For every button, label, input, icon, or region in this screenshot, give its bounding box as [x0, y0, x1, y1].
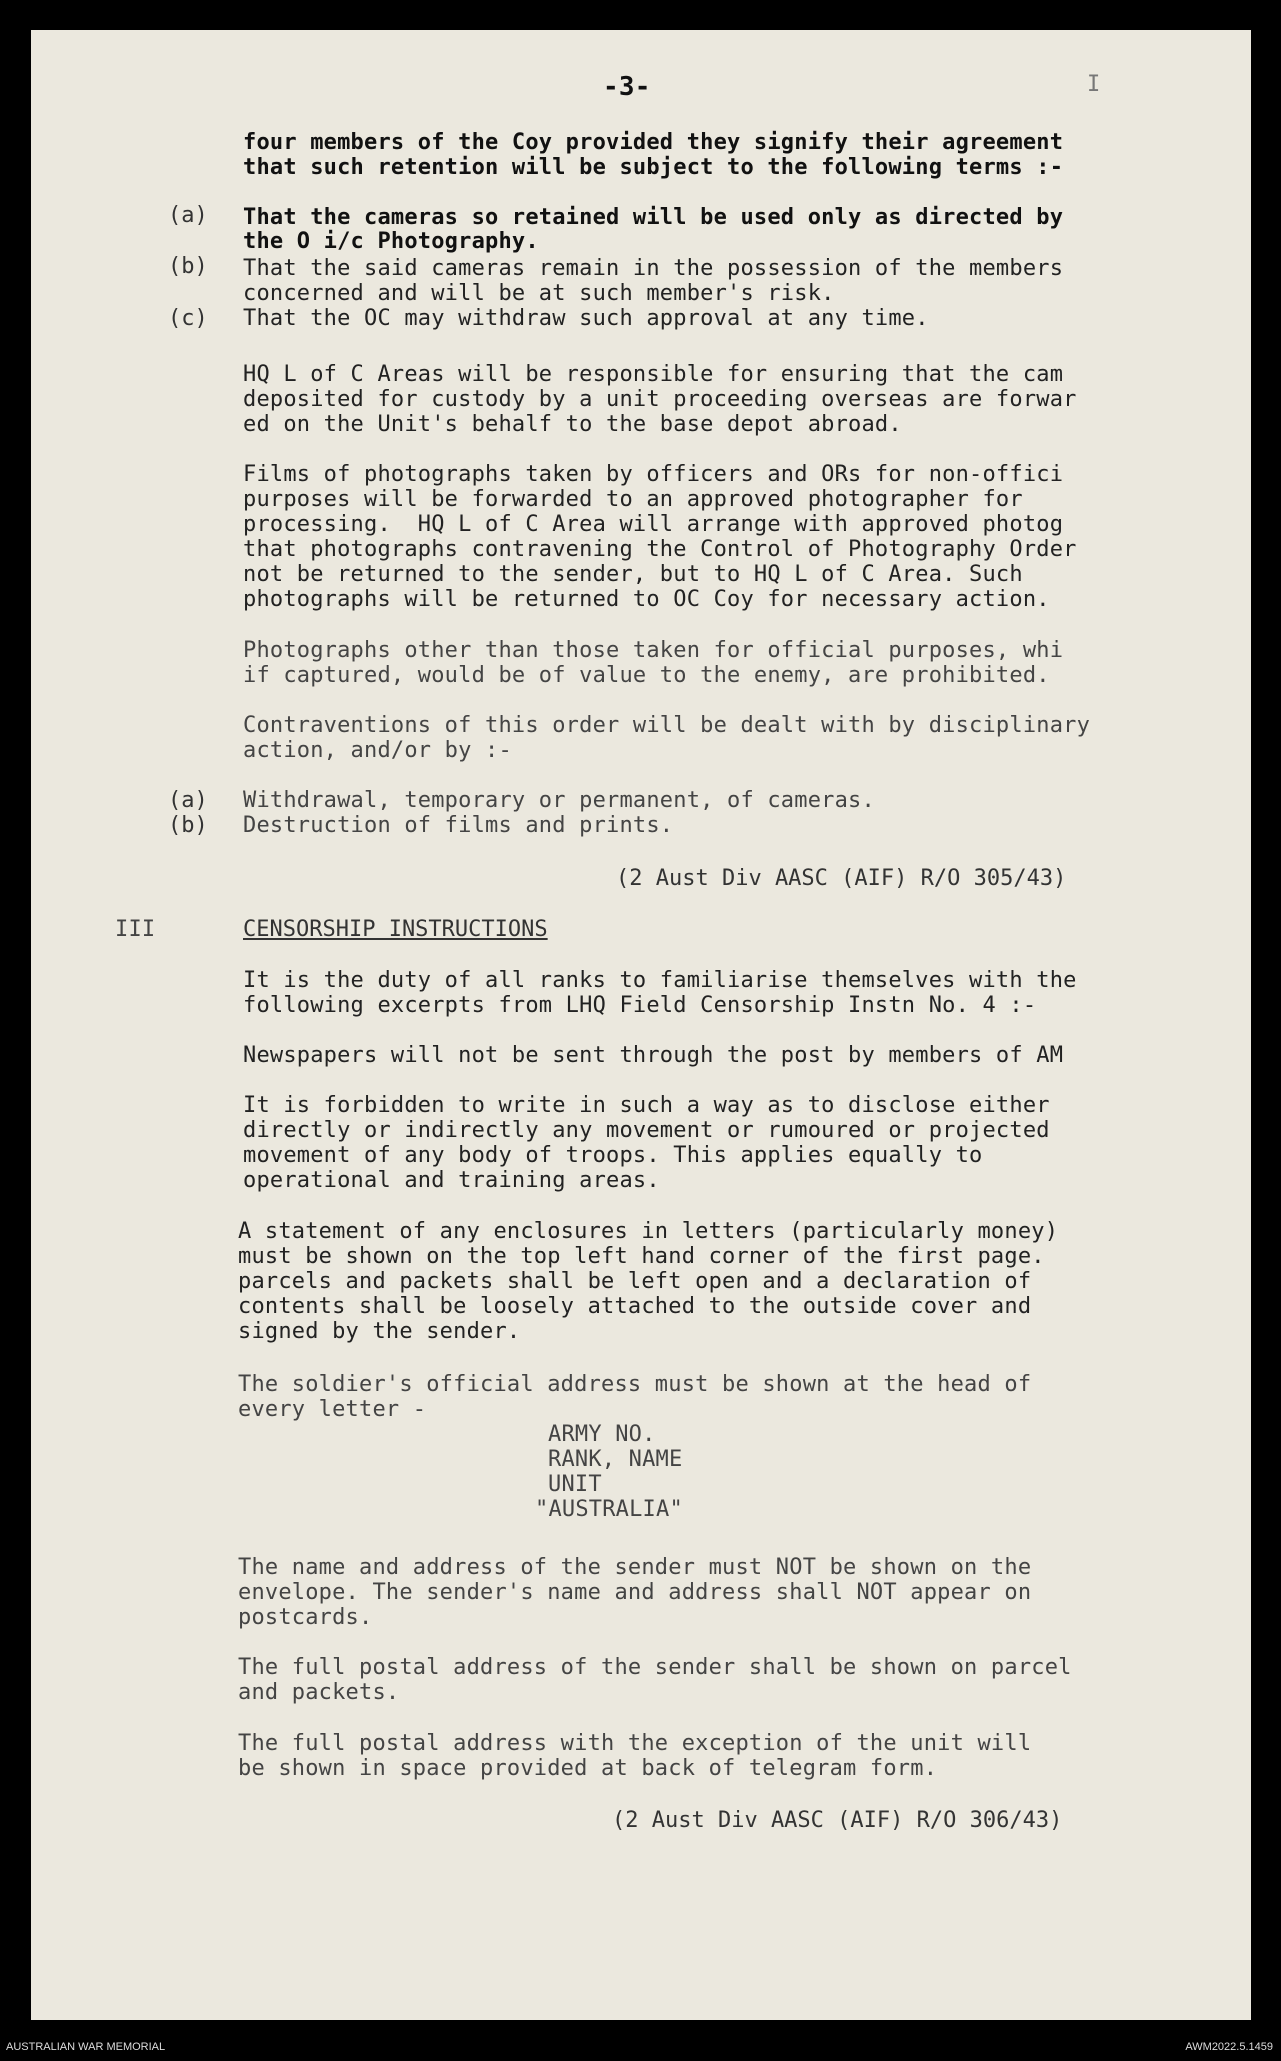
section-number: III: [115, 917, 156, 942]
term-c-line-1: That the OC may withdraw such approval at any time.: [243, 306, 929, 331]
term-label-b: (b): [168, 254, 208, 279]
name-address-line-2: envelope. The sender's name and address shall NOT appear on: [238, 1580, 1032, 1605]
penalty-a-text: Withdrawal, temporary or permanent, of cameras.: [243, 788, 875, 813]
penalty-b-text: Destruction of films and prints.: [243, 813, 674, 838]
term-b-line-2: concerned and will be at such member's risk.: [243, 281, 835, 306]
name-address-line-1: The name and address of the sender must NOT be shown on the: [238, 1555, 1032, 1580]
term-b-line-1: That the said cameras remain in the possession of the members: [243, 256, 1064, 281]
address-intro-line-1: The soldier's official address must be shown at the head of: [238, 1372, 1032, 1397]
order-reference-1: (2 Aust Div AASC (AIF) R/O 305/43): [616, 866, 1067, 891]
name-address-line-3: postcards.: [238, 1605, 373, 1630]
forbidden-line-2: directly or indirectly any movement or rumoured or projected: [243, 1118, 1050, 1143]
address-block-rank-name: RANK, NAME: [548, 1447, 683, 1472]
term-a-line-1: That the cameras so retained will be used only as directed by: [243, 205, 1064, 230]
films-line-2: purposes will be forwarded to an approved photographer for: [243, 487, 1023, 512]
telegram-line-2: be shown in space provided at back of telegram form.: [238, 1756, 938, 1781]
penalty-label-b: (b): [168, 813, 208, 838]
margin-mark: I: [1087, 72, 1101, 97]
contraventions-line-2: action, and/or by :-: [243, 738, 512, 763]
address-block-australia: "AUSTRALIA": [535, 1497, 683, 1522]
forbidden-line-4: operational and training areas.: [243, 1168, 660, 1193]
statement-line-1: A statement of any enclosures in letters (particularly money): [238, 1219, 1059, 1244]
term-a-line-2: the O i/c Photography.: [243, 229, 539, 254]
hq-line-3: ed on the Unit's behalf to the base depot abroad.: [243, 412, 902, 437]
films-line-3: processing. HQ L of C Area will arrange with approved photog: [243, 512, 1064, 537]
forbidden-line-3: movement of any body of troops. This applies equally to: [243, 1143, 983, 1168]
hq-line-1: HQ L of C Areas will be responsible for ensuring that the cam: [243, 362, 1064, 387]
films-line-1: Films of photographs taken by officers and ORs for non-offici: [243, 462, 1064, 487]
postal-line-1: The full postal address of the sender shall be shown on parcel: [238, 1655, 1072, 1680]
hq-line-2: deposited for custody by a unit proceeding overseas are forwar: [243, 387, 1077, 412]
order-reference-2: (2 Aust Div AASC (AIF) R/O 306/43): [612, 1808, 1063, 1833]
continuation-line-1: four members of the Coy provided they signify their agreement: [243, 130, 1064, 155]
statement-line-2: must be shown on the top left hand corner of the first page.: [238, 1244, 1045, 1269]
address-block-army-no: ARMY NO.: [548, 1422, 656, 1447]
duty-line-1: It is the duty of all ranks to familiarise themselves with the: [243, 968, 1077, 993]
address-intro-line-2: every letter -: [238, 1397, 427, 1422]
footer-archive-name: AUSTRALIAN WAR MEMORIAL: [6, 2041, 166, 2053]
statement-line-5: signed by the sender.: [238, 1319, 521, 1344]
prohibited-line-2: if captured, would be of value to the enemy, are prohibited.: [243, 663, 1050, 688]
films-line-6: photographs will be returned to OC Coy for necessary action.: [243, 587, 1050, 612]
page-number: -3-: [603, 72, 651, 102]
continuation-line-2: that such retention will be subject to the following terms :-: [243, 155, 1064, 180]
forbidden-line-1: It is forbidden to write in such a way as to disclose either: [243, 1093, 1050, 1118]
statement-line-4: contents shall be loosely attached to the outside cover and: [238, 1294, 1032, 1319]
newspapers-line: Newspapers will not be sent through the post by members of AM: [243, 1043, 1064, 1068]
penalty-label-a: (a): [168, 788, 208, 813]
term-label-c: (c): [168, 306, 208, 331]
footer-item-id: AWM2022.5.1459: [1185, 2041, 1273, 2053]
postal-line-2: and packets.: [238, 1680, 400, 1705]
address-block-unit: UNIT: [548, 1472, 602, 1497]
films-line-5: not be returned to the sender, but to HQ L of C Area. Such: [243, 562, 1023, 587]
duty-line-2: following excerpts from LHQ Field Censorship Instn No. 4 :-: [243, 993, 1037, 1018]
term-label-a: (a): [168, 203, 208, 228]
prohibited-line-1: Photographs other than those taken for official purposes, whi: [243, 638, 1064, 663]
statement-line-3: parcels and packets shall be left open and a declaration of: [238, 1269, 1032, 1294]
telegram-line-1: The full postal address with the exception of the unit will: [238, 1731, 1032, 1756]
contraventions-line-1: Contraventions of this order will be dealt with by disciplinary: [243, 713, 1091, 738]
films-line-4: that photographs contravening the Control of Photography Order: [243, 537, 1077, 562]
section-title: CENSORSHIP INSTRUCTIONS: [243, 917, 548, 942]
